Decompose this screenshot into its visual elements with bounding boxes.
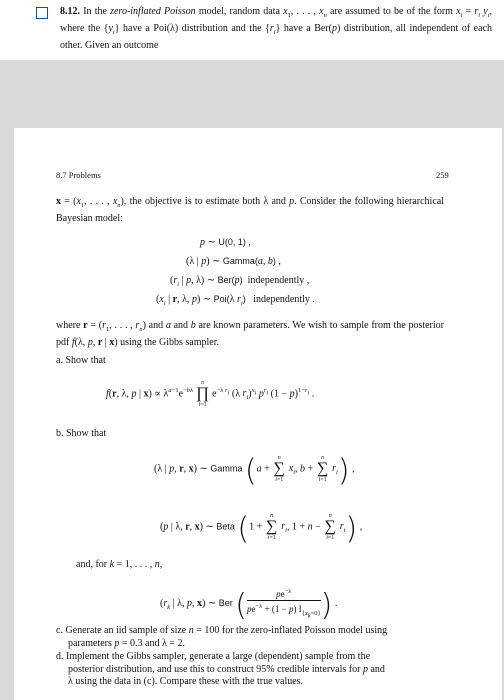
- model-line-3: ($r_i$ | p, λ) ∼ Ber(p) independently ,: [170, 275, 310, 288]
- item-c: c. Generate an iid sample of size n = 100 for the zero-inflated Poisson model using parameters p = 0.3 and λ = 2.: [56, 625, 388, 649]
- textbook-page: [14, 128, 502, 700]
- model-line-1: p ∼ U(0, 1) ,: [200, 237, 251, 248]
- equation-b1: (λ | p, r, x) ∼ Gamma (a + n ∑ i=1 $x_i$, b + n ∑ i=1 $r_i$) ,: [154, 453, 355, 489]
- exercise-body: In the zero-inflated Poisson model, random data $x_1$, . . . , $x_n$ are assumed to be of the form $x_i = r_i$ $y_i$, where the $\{y_i\}$ have a Poi(λ) distribution and the $\{r_i\}$ have a Ber(p) distribution, all independent of each other. Given an outcome: [60, 6, 493, 51]
- item-d: d. Implement the Gibbs sampler, generate a large (dependent) sample from the posterior distribution, and use this to construct 95% credible intervals for p and λ using the data in (c). Compare these with the true values.: [56, 651, 385, 687]
- item-b-label: b. Show that: [56, 428, 107, 439]
- and-for-k-text: and, for k = 1, . . . , n,: [76, 559, 163, 570]
- equation-b2: (p | λ, r, x) ∼ Beta (1 + n ∑ i=1 $r_i$, 1 + n − n ∑ i=1 $r_i$) ,: [160, 511, 363, 547]
- page-header-section: 8.7 Problems: [56, 170, 101, 180]
- equation-b3: ($r_k$ | λ, p, x) ∼ Ber ( $\frac{pe^{-\lambda}}{pe^{-\lambda} + (1 - p) I_{\{x_k=0\}}}$ ) .: [160, 587, 338, 623]
- item-a-label: a. Show that: [56, 355, 106, 366]
- exercise-number: 8.12.: [60, 6, 80, 17]
- intro-paragraph: $x = (x_1$, . . . , $x_n$), the objective is to estimate both λ and p. Consider the following hierarchical Bayesian model:: [56, 196, 444, 224]
- checkbox-icon[interactable]: [36, 7, 48, 19]
- top-exercise-card: [0, 0, 504, 60]
- exercise-text: [60, 5, 492, 52]
- equation-a: f(r, λ, p | $x) \propto \lambda^{a-1}e^{-b\lambda}$ n ∏ i=1 $e^{-\lambda r_i}$ (λ $r_i)^{x_i}$ $p^{r_i}$ $(1 - p)^{1-r_i}$ .: [106, 380, 315, 408]
- model-line-4: ($x_i$ | r, λ, p) ∼ Poi(λ $r_i$) independently .: [156, 294, 315, 307]
- where-paragraph: where $r = (r_1$, . . . , $r_n$) and a and b are known parameters. We wish to sample from the posterior pdf f(λ, p, r | x) using the Gibbs sampler.: [56, 320, 444, 348]
- model-line-2: (λ | p) ∼ Gamma(a, b) ,: [186, 256, 281, 267]
- page-number: 259: [436, 170, 449, 180]
